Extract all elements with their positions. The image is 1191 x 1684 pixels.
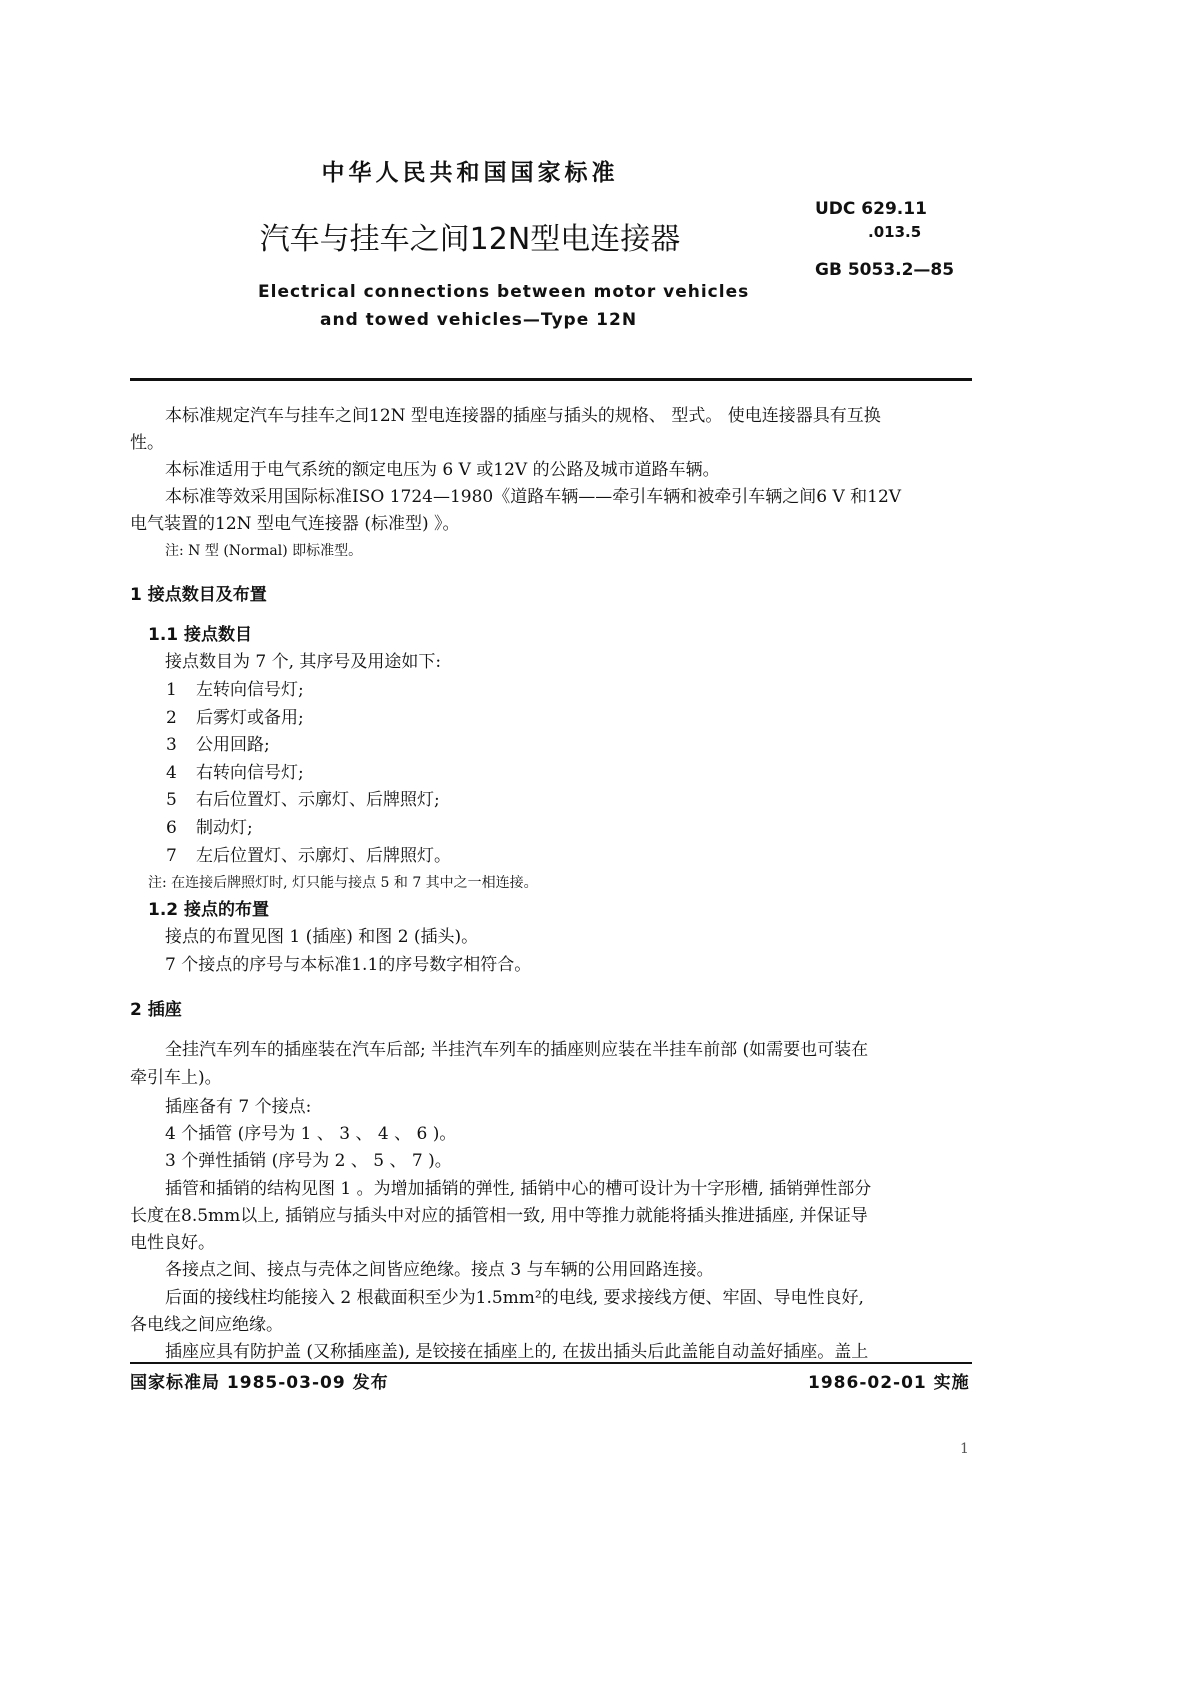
page-number: 1 (960, 1441, 969, 1457)
intro-paragraph: 本标准适用于电气系统的额定电压为 6 V 或12V 的公路及城市道路车辆。 (165, 460, 720, 480)
contact-number: 6 (166, 818, 177, 838)
intro-paragraph-cont: 电气装置的12N 型电气连接器 (标准型) 》。 (130, 514, 460, 534)
section-1-1-heading: 1.1 接点数目 (148, 625, 253, 645)
contact-usage: 左转向信号灯; (196, 680, 304, 700)
contact-usage: 公用回路; (196, 735, 270, 756)
section-2-line: 电性良好。 (130, 1233, 215, 1254)
intro-paragraph: 本标准等效采用国际标准ISO 1724—1980《道路车辆——牵引车辆和被牵引车辆之间6 V 和12V (165, 487, 902, 507)
intro-paragraph-cont: 性。 (130, 433, 164, 453)
contact-usage: 右后位置灯、示廓灯、后牌照灯; (196, 790, 440, 811)
section-1-1-note: 注: 在连接后牌照灯时, 灯只能与接点 5 和 7 其中之一相连接。 (148, 875, 538, 891)
section-1-1-text: 接点数目为 7 个, 其序号及用途如下: (165, 652, 442, 672)
section-2-line: 各接点之间、接点与壳体之间皆应绝缘。接点 3 与车辆的公用回路连接。 (165, 1260, 714, 1281)
contact-usage: 左后位置灯、示廓灯、后牌照灯。 (196, 845, 451, 866)
contact-usage: 制动灯; (196, 818, 253, 838)
contact-number: 7 (166, 845, 177, 866)
section-2-line: 4 个插管 (序号为 1 、 3 、 4 、 6 )。 (165, 1123, 457, 1144)
contact-number: 2 (166, 707, 177, 728)
contact-number: 5 (166, 790, 177, 811)
effective-date: 1986-02-01 实施 (808, 1373, 970, 1393)
issue-date: 国家标准局 1985-03-09 发布 (130, 1373, 389, 1393)
intro-paragraph: 本标准规定汽车与挂车之间12N 型电连接器的插座与插头的规格、 型式。 使电连接器具有互换 (165, 406, 881, 426)
section-2-line: 各电线之间应绝缘。 (130, 1315, 283, 1335)
section-2-line: 牵引车上)。 (130, 1067, 222, 1088)
section-1-2-heading: 1.2 接点的布置 (148, 900, 270, 920)
section-2-line: 长度在8.5mm以上, 插销应与插头中对应的插管相一致, 用中等推力就能将插头推进插座, 并保证导 (130, 1205, 868, 1226)
section-1-heading: 1 接点数目及布置 (130, 585, 267, 605)
gb-number: GB 5053.2—85 (815, 260, 955, 280)
contact-number: 1 (166, 680, 177, 700)
contact-usage: 右转向信号灯; (196, 762, 304, 783)
udc-code-cont: .013.5 (868, 223, 922, 241)
section-1-2-text: 7 个接点的序号与本标准1.1的序号数字相符合。 (165, 955, 532, 975)
document-title: 汽车与挂车之间12N型电连接器 (259, 222, 681, 257)
section-2-line: 后面的接线柱均能接入 2 根截面积至少为1.5mm²的电线, 要求接线方便、牢固、导电性良好, (165, 1287, 864, 1308)
issuing-standard-label: 中华人民共和国国家标准 (321, 160, 619, 186)
section-2-line: 插座备有 7 个接点: (165, 1096, 312, 1117)
section-2-line: 全挂汽车列车的插座装在汽车后部; 半挂汽车列车的插座则应装在半挂车前部 (如需要也可装在 (165, 1040, 869, 1060)
contact-number: 3 (166, 735, 177, 756)
contact-usage: 后雾灯或备用; (196, 707, 304, 728)
udc-code: UDC 629.11 (815, 199, 927, 219)
header-rule (130, 378, 972, 381)
section-2-line: 3 个弹性插销 (序号为 2 、 5 、 7 )。 (165, 1151, 452, 1172)
contact-number: 4 (166, 762, 177, 783)
english-title-1: Electrical connections between motor vehicles (258, 282, 750, 302)
section-2-line: 插座应具有防护盖 (又称插座盖), 是铰接在插座上的, 在拔出插头后此盖能自动盖好插座。盖上 (165, 1342, 869, 1363)
intro-note: 注: N 型 (Normal) 即标准型。 (165, 543, 363, 559)
section-2-line: 插管和插销的结构见图 1 。为增加插销的弹性, 插销中心的槽可设计为十字形槽, 插销弹性部分 (165, 1178, 872, 1199)
footer-rule (130, 1362, 972, 1364)
section-2-heading: 2 插座 (130, 1000, 182, 1020)
english-title-2: and towed vehicles—Type 12N (320, 310, 638, 330)
section-1-2-text: 接点的布置见图 1 (插座) 和图 2 (插头)。 (165, 927, 479, 947)
